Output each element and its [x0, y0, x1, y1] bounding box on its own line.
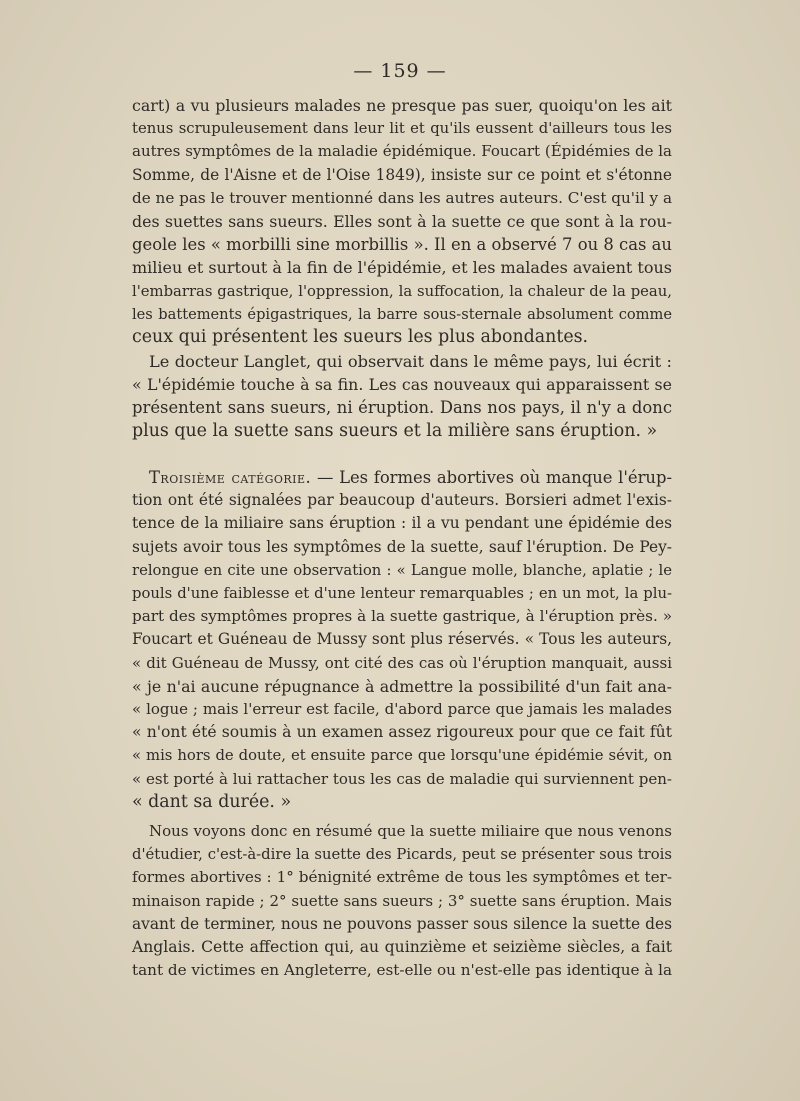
- text-line: tenus scrupuleusement dans leur lit et qu'ils eussent d'ailleurs tous les: [132, 120, 672, 138]
- text-line: relongue en cite une observation : « Langue molle, blanche, aplatie ; le: [132, 561, 672, 579]
- paragraph-3: [132, 466, 672, 814]
- text-line: de ne pas le trouver mentionné dans les autres auteurs. C'est qu'il y a: [132, 188, 672, 207]
- text-line: l'embarras gastrique, l'oppression, la suffocation, la chaleur de la peau,: [132, 282, 672, 300]
- text-line: « dit Guéneau de Mussy, ont cité des cas où l'éruption manquait, aussi: [132, 653, 672, 672]
- paragraph-4: [132, 820, 672, 982]
- text-line: autres symptômes de la maladie épidémique. Foucart (Épidémies de la: [132, 142, 672, 161]
- text-line: [132, 466, 672, 489]
- page-number: — 159 —: [353, 60, 447, 82]
- text-line: plus que la suette sans sueurs et la milière sans éruption. »: [132, 420, 658, 441]
- text-line: « mis hors de doute, et ensuite parce que lorsqu'une épidémie sévit, on: [132, 747, 672, 765]
- text-line: part des symptômes propres à la suette gastrique, à l'éruption près. »: [132, 607, 672, 626]
- text-line: présentent sans sueurs, ni éruption. Dans nos pays, il n'y a donc: [132, 398, 672, 418]
- paragraph-2: [132, 350, 672, 443]
- text-line: « n'ont été soumis à un examen assez rigoureux pour que ce fait fût: [132, 723, 672, 742]
- text-line: d'étudier, c'est-à-dire la suette des Picards, peut se présenter sous trois: [132, 846, 672, 864]
- text-line: minaison rapide ; 2° suette sans sueurs ; 3° suette sans éruption. Mais: [132, 891, 672, 910]
- text-line: Foucart et Guéneau de Mussy sont plus réservés. « Tous les auteurs,: [132, 630, 672, 649]
- text-line: tence de la miliaire sans éruption : il a vu pendant une épidémie des: [132, 514, 672, 533]
- text-line: ceux qui présentent les sueurs les plus abondantes.: [132, 327, 589, 348]
- text-line: Le docteur Langlet, qui observait dans le même pays, lui écrit :: [149, 352, 672, 371]
- text-line: « est porté à lui rattacher tous les cas de maladie qui surviennent pen-: [132, 769, 672, 788]
- text-line: cart) a vu plusieurs malades ne presque pas suer, quoiqu'on les ait: [132, 96, 672, 115]
- text-line: geole les « morbilli sine morbillis ». Il en a observé 7 ou 8 cas au: [132, 235, 672, 255]
- text-line: tion ont été signalées par beaucoup d'auteurs. Borsieri admet l'exis-: [132, 491, 672, 510]
- text-line: les battements épigastriques, la barre sous-sternale absolument comme: [132, 305, 672, 323]
- text-line: tant de victimes en Angleterre, est-elle ou n'est-elle pas identique à la: [132, 961, 673, 980]
- text-line: avant de terminer, nous ne pouvons passer sous silence la suette des: [132, 914, 672, 933]
- text-line-rest: — Les formes abortives où manque l'érup-: [316, 468, 673, 487]
- text-line: sujets avoir tous les symptômes de la suette, sauf l'éruption. De Pey-: [132, 537, 672, 556]
- text-line: « L'épidémie touche à sa fin. Les cas nouveaux qui apparaissent se: [132, 375, 672, 395]
- text-line: Nous voyons donc en résumé que la suette miliaire que nous venons: [149, 822, 672, 840]
- text-line: des suettes sans sueurs. Elles sont à la suette ce que sont à la rou-: [132, 212, 672, 232]
- text-line: pouls d'une faiblesse et d'une lenteur remarquables ; en un mot, la plu-: [132, 585, 672, 603]
- text-line: « logue ; mais l'erreur est facile, d'abord parce que jamais les malades: [132, 700, 672, 719]
- paragraph-1: [132, 94, 672, 349]
- text-line: formes abortives : 1° bénignité extrême de tous les symptômes et ter-: [132, 868, 672, 887]
- text-line: Anglais. Cette affection qui, au quinzième et seizième siècles, a fait: [132, 938, 672, 957]
- text-line: « dant sa durée. »: [132, 791, 292, 812]
- section-heading: Troisième catégorie.: [149, 468, 312, 487]
- text-line: « je n'ai aucune répugnance à admettre la possibilité d'un fait ana-: [132, 676, 672, 696]
- text-line: milieu et surtout à la fin de l'épidémie, et les malades avaient tous: [132, 258, 672, 278]
- text-line: Somme, de l'Aisne et de l'Oise 1849), insiste sur ce point et s'étonne: [132, 165, 672, 184]
